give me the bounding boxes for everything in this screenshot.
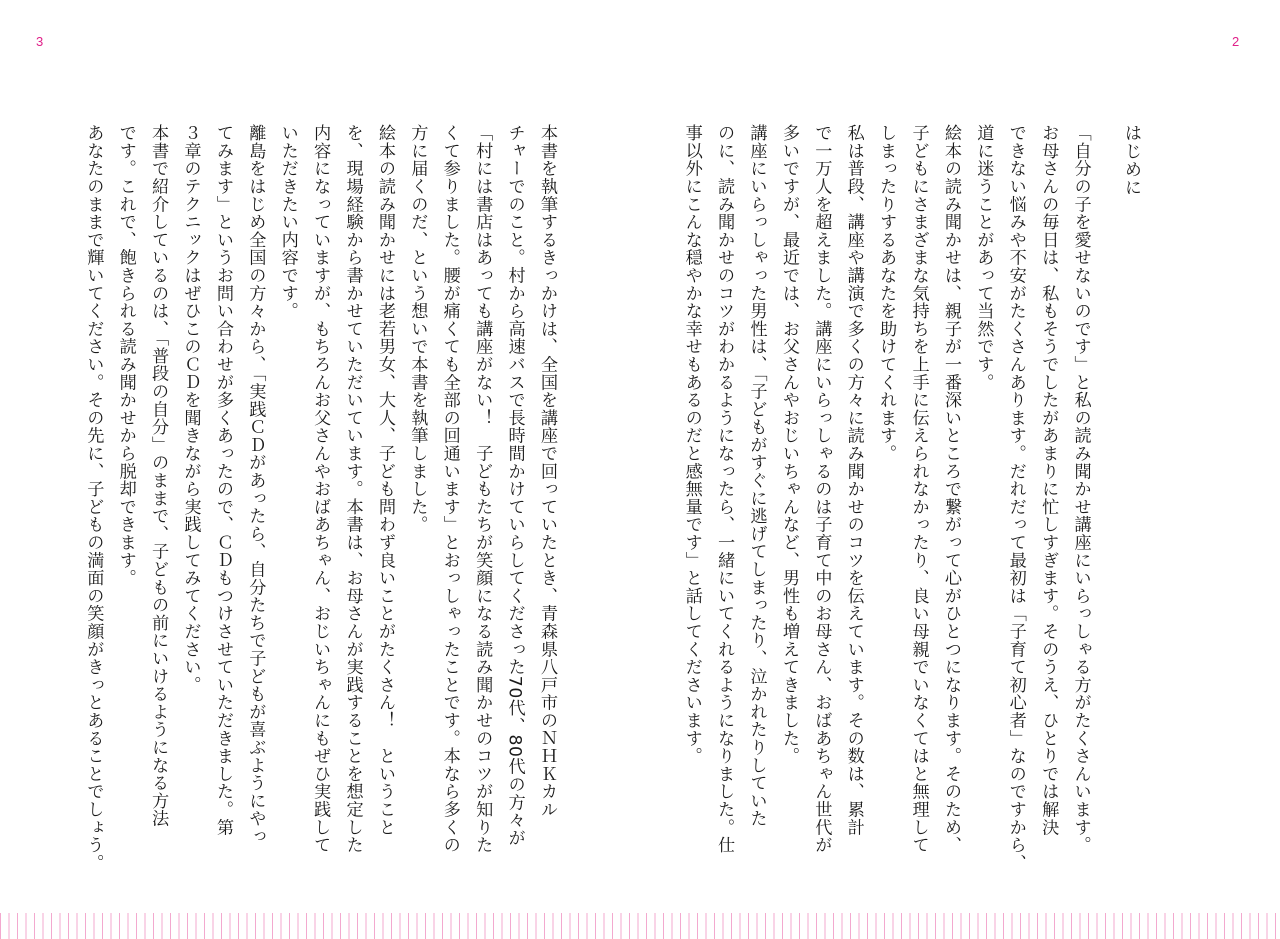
- text-line: 離島をはじめ全国の方々から、「実践ＣＤがあったら、自分たちで子どもが喜ぶようにやっ: [245, 124, 266, 846]
- text-line: 本書を執筆するきっかけは、全国を講座で回っていたとき、青森県八戸市のＮＨＫカル: [537, 124, 557, 819]
- text-line: てみます」というお問い合わせが多くあったので、ＣＤもつけさせていただきました。第: [212, 124, 233, 836]
- text-line: 講座にいらっしゃった男性は、「子どもがすぐに逃げてしまったり、泣かれたりしていた: [746, 124, 767, 828]
- text-line: で一万人を超えました。講座にいらっしゃるのは子育て中のお母さん、おばあちゃん世代が: [811, 124, 832, 854]
- text-line: 絵本の読み聞かせは、親子が一番深いところで繋がって心がひとつになります。そのため、: [940, 124, 961, 854]
- page-number-right: 2: [1232, 34, 1240, 49]
- text-line: しまったりするあなたを助けてくれます。: [876, 124, 897, 463]
- text-line: です。これで、飽きられる読み聞かせから脱却できます。: [115, 124, 136, 587]
- text-line: 多いですが、最近では、お父さんやおじいちゃんなど、男性も増えてきました。: [778, 124, 799, 765]
- chapter-heading: はじめに: [1121, 124, 1141, 197]
- text-line: 私は普段、講座や講演で多くの方々に読み聞かせのコツを伝えています。その数は、累計: [843, 124, 864, 836]
- text-line: あなたのままで輝いてください。その先に、子どもの満面の笑顔がきっとあることでしょう。: [83, 124, 104, 872]
- text-line: くて参りました。腰が痛くても全部の回通います」とおっしゃったことです。本なら多くの: [439, 124, 460, 854]
- text-line: チャーでのこと。村から高速バスで長時間かけていらしてくださった70代、80代の方々が: [504, 124, 525, 847]
- text-line: 子どもにさまざまな気持ちを上手に伝えられなかったり、良い母親でいなくてはと無理して: [908, 124, 929, 854]
- right-page-text: [681, 124, 1147, 872]
- text-line: ３章のテクニックはぜひこのＣＤを聞きながら実践してみてください。: [180, 124, 201, 694]
- page-number-left: 3: [36, 34, 44, 49]
- text-line: いただきたい内容です。: [277, 124, 298, 320]
- left-page-text: [83, 124, 563, 872]
- text-line: 「村には書店はあっても講座がない！ 子どもたちが笑顔になる読み聞かせのコツが知りた: [472, 124, 493, 854]
- text-line: 方に届くのだ、という想いで本書を執筆しました。: [407, 124, 428, 534]
- text-line: 事以外にこんな穏やかな幸せもあるのだと感無量です」と話してくださいます。: [681, 124, 702, 765]
- footer-tick-border: [0, 913, 1280, 939]
- text-line: のに、読み聞かせのコツがわかるようになったら、一緒にいてくれるようになりました。仕: [714, 124, 735, 854]
- text-line: 本書で紹介しているのは、「普段の自分」のままで、子どもの前にいけるようになる方法: [148, 124, 169, 828]
- text-line: できない悩みや不安がたくさんあります。だれだって最初は「子育て初心者」なのですから、: [1005, 124, 1026, 872]
- text-line: 道に迷うことがあって当然です。: [973, 124, 994, 391]
- text-line: お母さんの毎日は、私もそうでしたがあまりに忙しすぎます。そのうえ、ひとりでは解決: [1038, 124, 1059, 836]
- text-line: を、現場経験から書かせていただいています。本書は、お母さんが実践することを想定した: [342, 124, 363, 854]
- text-line: 「自分の子を愛せないのです」と私の読み聞かせ講座にいらっしゃる方がたくさんいます。: [1070, 124, 1091, 854]
- text-line: 絵本の読み聞かせには老若男女、大人、子ども問わず良いことがたくさん！ ということ: [374, 124, 395, 836]
- text-line: 内容になっていますが、もちろんお父さんやおばあちゃん、おじいちゃんにもぜひ実践して: [310, 124, 331, 854]
